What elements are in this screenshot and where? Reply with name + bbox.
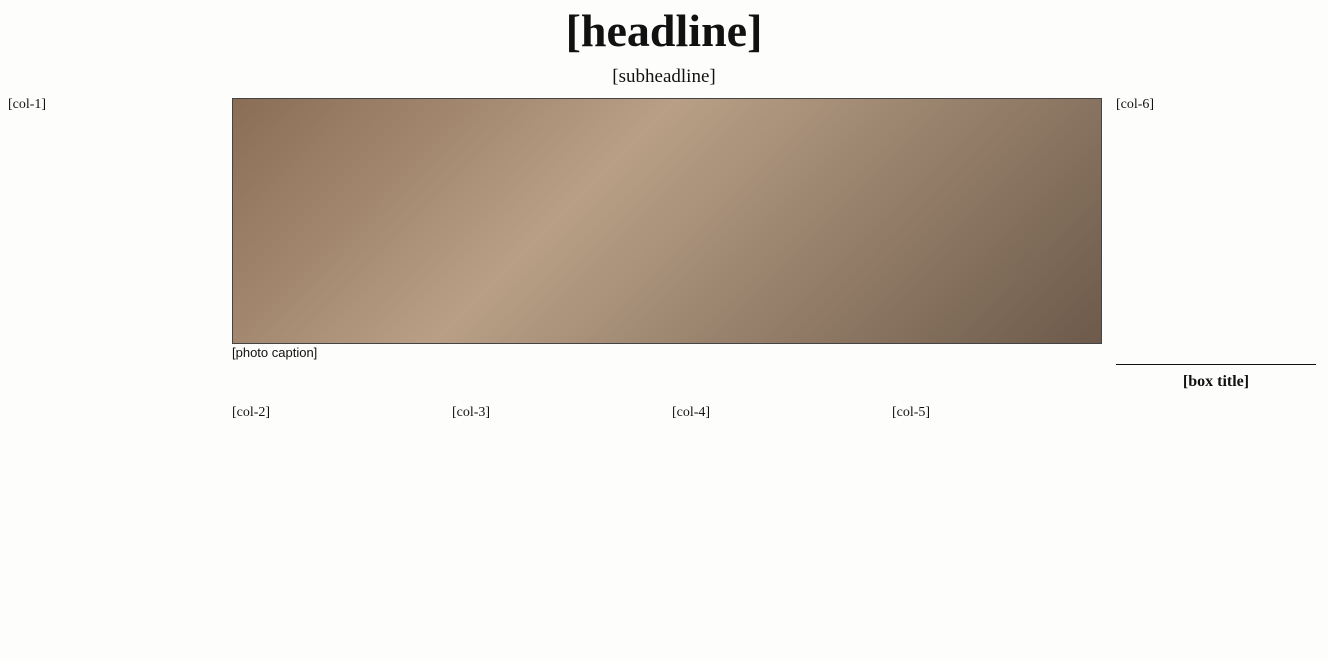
column-5: [col-5]	[892, 405, 931, 420]
subheadline: [subheadline]	[612, 66, 716, 87]
group-photo	[232, 98, 1102, 344]
sidebar-box-title: [box title]	[1116, 364, 1316, 391]
column-2: [col-2]	[232, 405, 271, 420]
column-4: [col-4]	[672, 405, 711, 420]
headline: [headline]	[565, 5, 763, 56]
column-1: [col-1]	[8, 97, 47, 112]
column-6: [col-6]	[1116, 97, 1155, 112]
photo-caption: [photo caption]	[232, 345, 318, 360]
column-3: [col-3]	[452, 405, 491, 420]
